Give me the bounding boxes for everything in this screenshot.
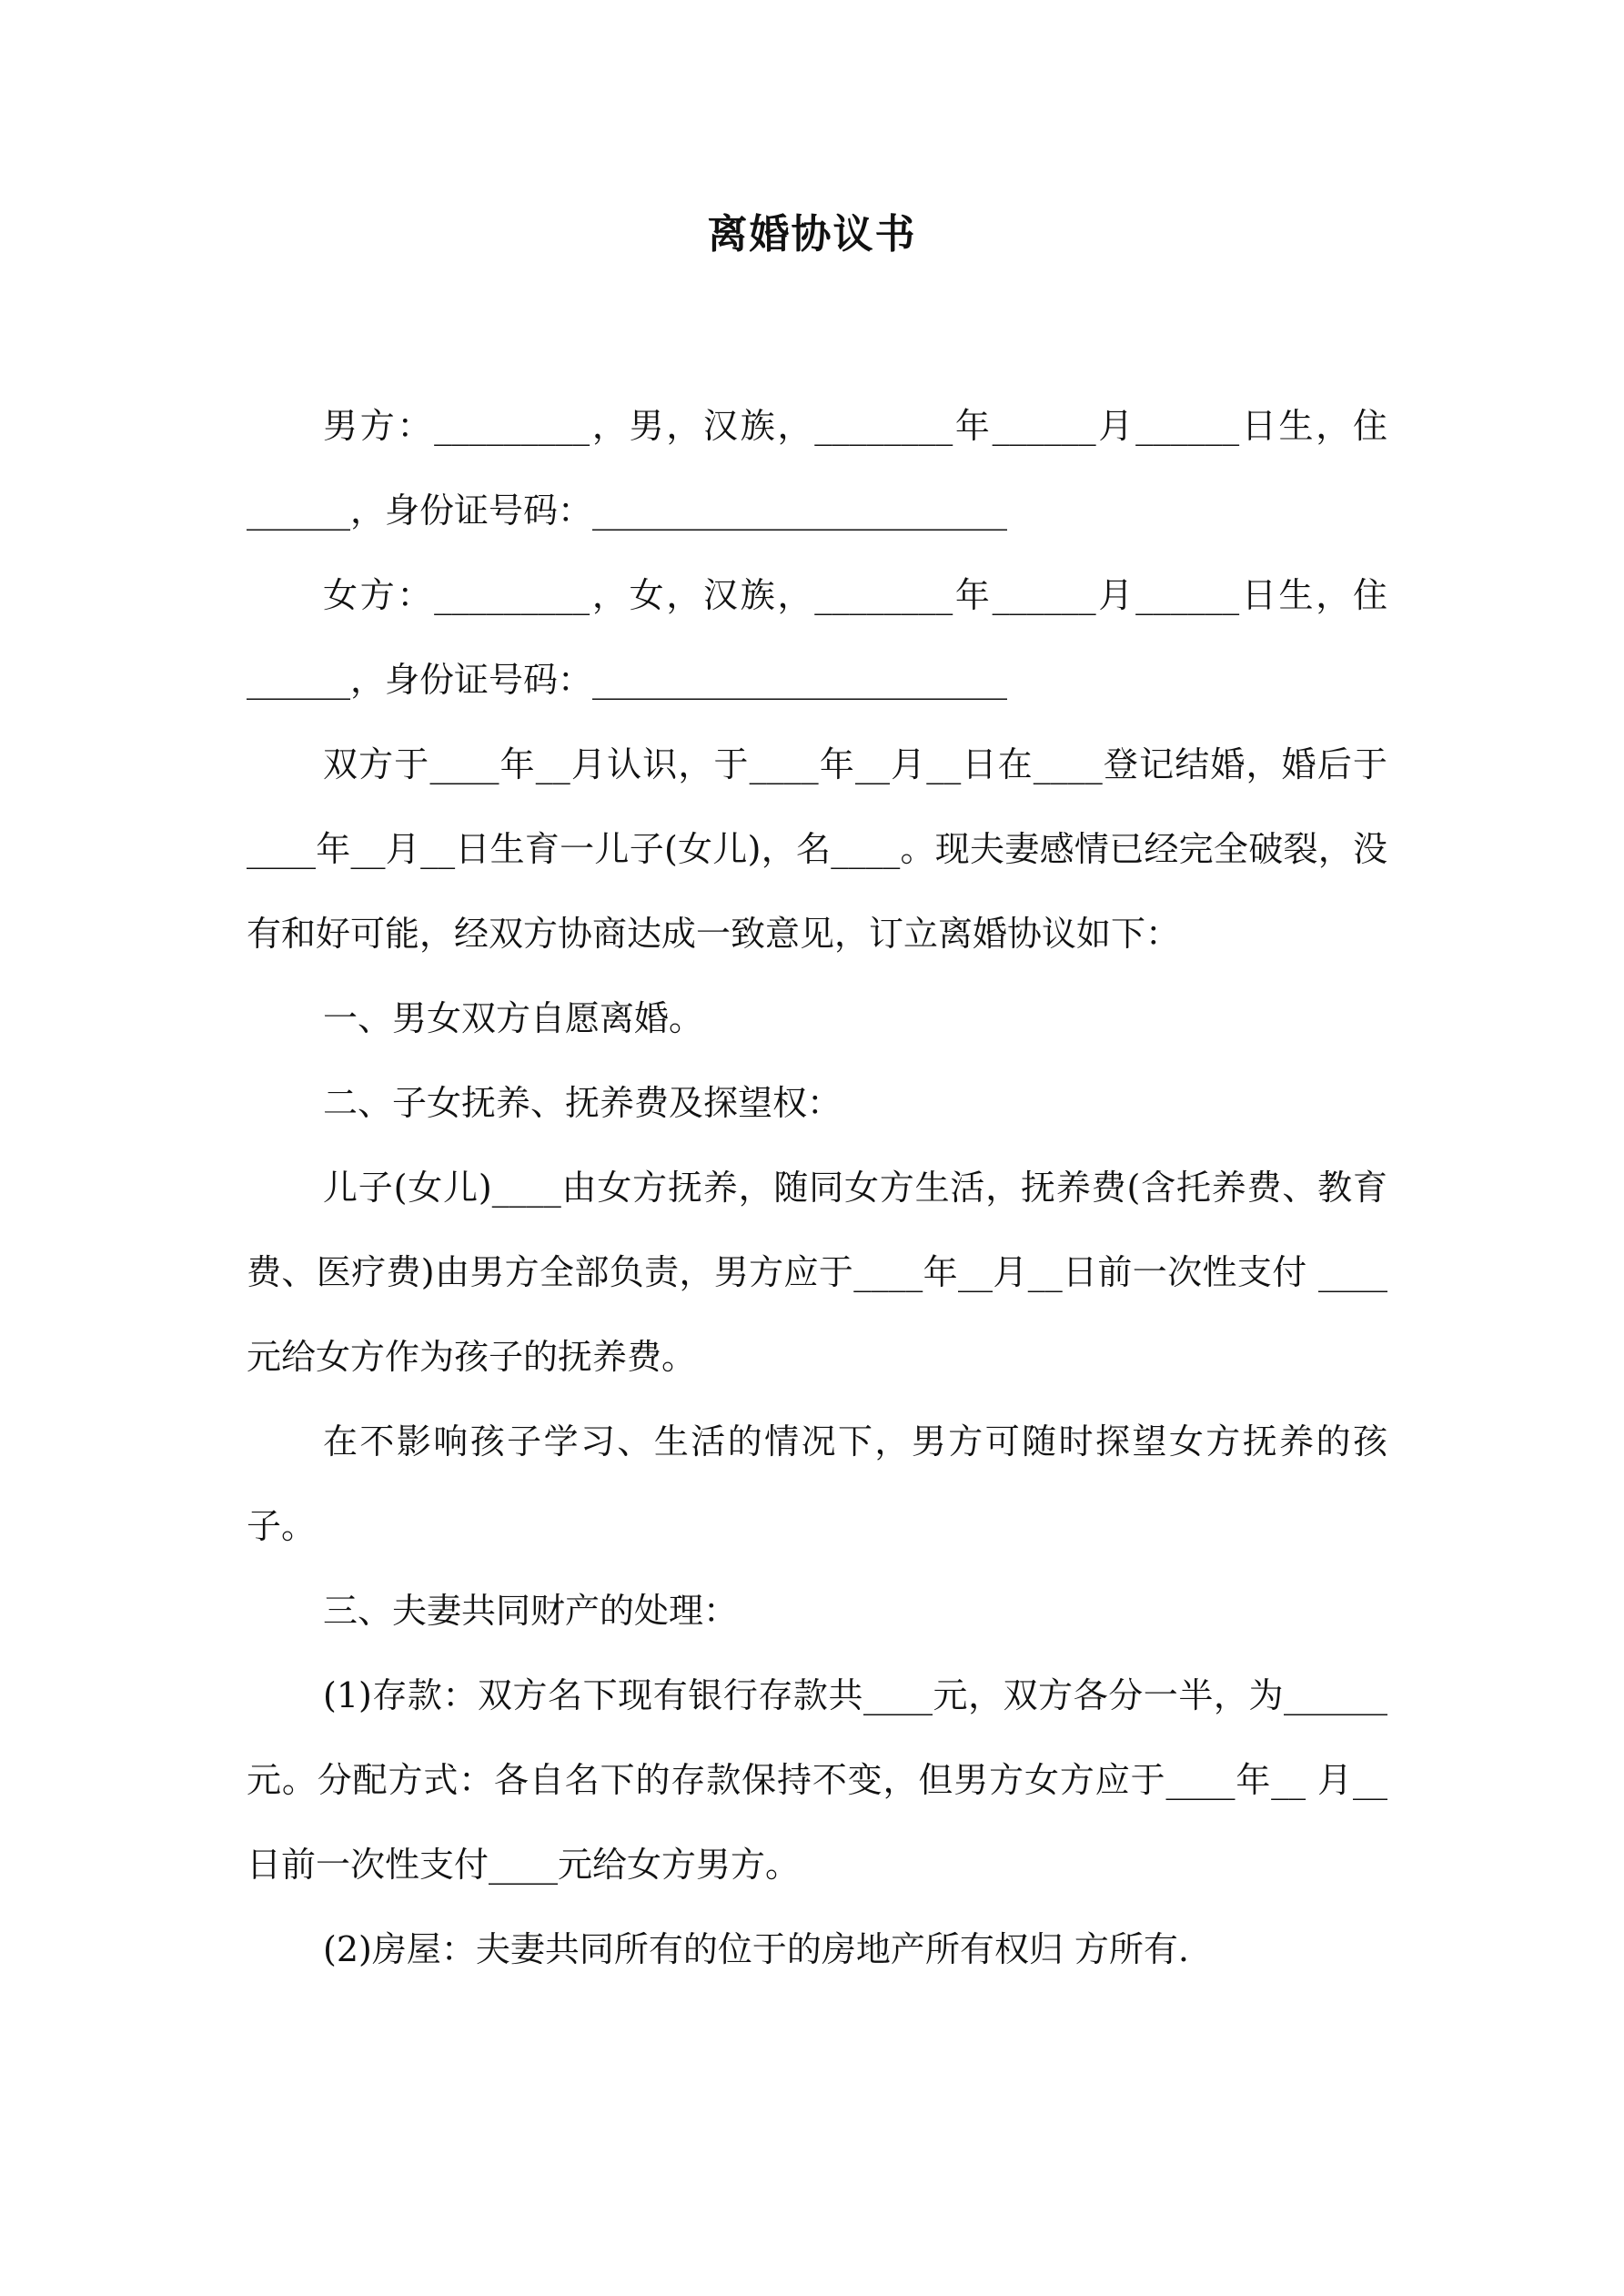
document-body xyxy=(247,384,1387,1992)
clause-1-voluntary-divorce: 一、男女双方自愿离婚。 xyxy=(323,998,704,1038)
paragraph-savings: (1)存款：双方名下现有银行存款共____元，双方各分一半，为______元。分配方式：各自名下的存款保持不变，但男方女方应于____年__ 月__日前一次性支付____元给女方男方。 xyxy=(247,1675,1387,1885)
clause-2-heading: 二、子女抚养、抚养费及探望权： xyxy=(323,1083,842,1123)
clause-3-heading: 三、夫妻共同财产的处理： xyxy=(323,1591,739,1631)
paragraph-marriage-background: 双方于____年__月认识，于____年__月__日在____登记结婚，婚后于____年__月__日生育一儿子(女儿)，名____。现夫妻感情已经完全破裂，没有和好可能，经双方协商达成一致意见，订立离婚协议如下： xyxy=(247,744,1387,954)
paragraph-male-party: 男方：_________，男，汉族，________年______月______日生，住______，身份证号码：________________________ xyxy=(247,406,1387,531)
paragraph-female-party: 女方：_________，女，汉族，________年______月______日生，住______，身份证号码：________________________ xyxy=(247,575,1387,700)
paragraph-child-custody: 儿子(女儿)____由女方抚养，随同女方生活，抚养费(含托养费、教育费、医疗费)由男方全部负责，男方应于____年__月__日前一次性支付 ____元给女方作为孩子的抚养费。 xyxy=(247,1168,1387,1377)
paragraph-visitation-rights: 在不影响孩子学习、生活的情况下，男方可随时探望女方抚养的孩子。 xyxy=(247,1421,1387,1546)
document-title: 离婚协议书 xyxy=(707,211,917,258)
paragraph-housing: (2)房屋：夫妻共同所有的位于的房地产所有权归 方所有. xyxy=(323,1929,1189,1969)
